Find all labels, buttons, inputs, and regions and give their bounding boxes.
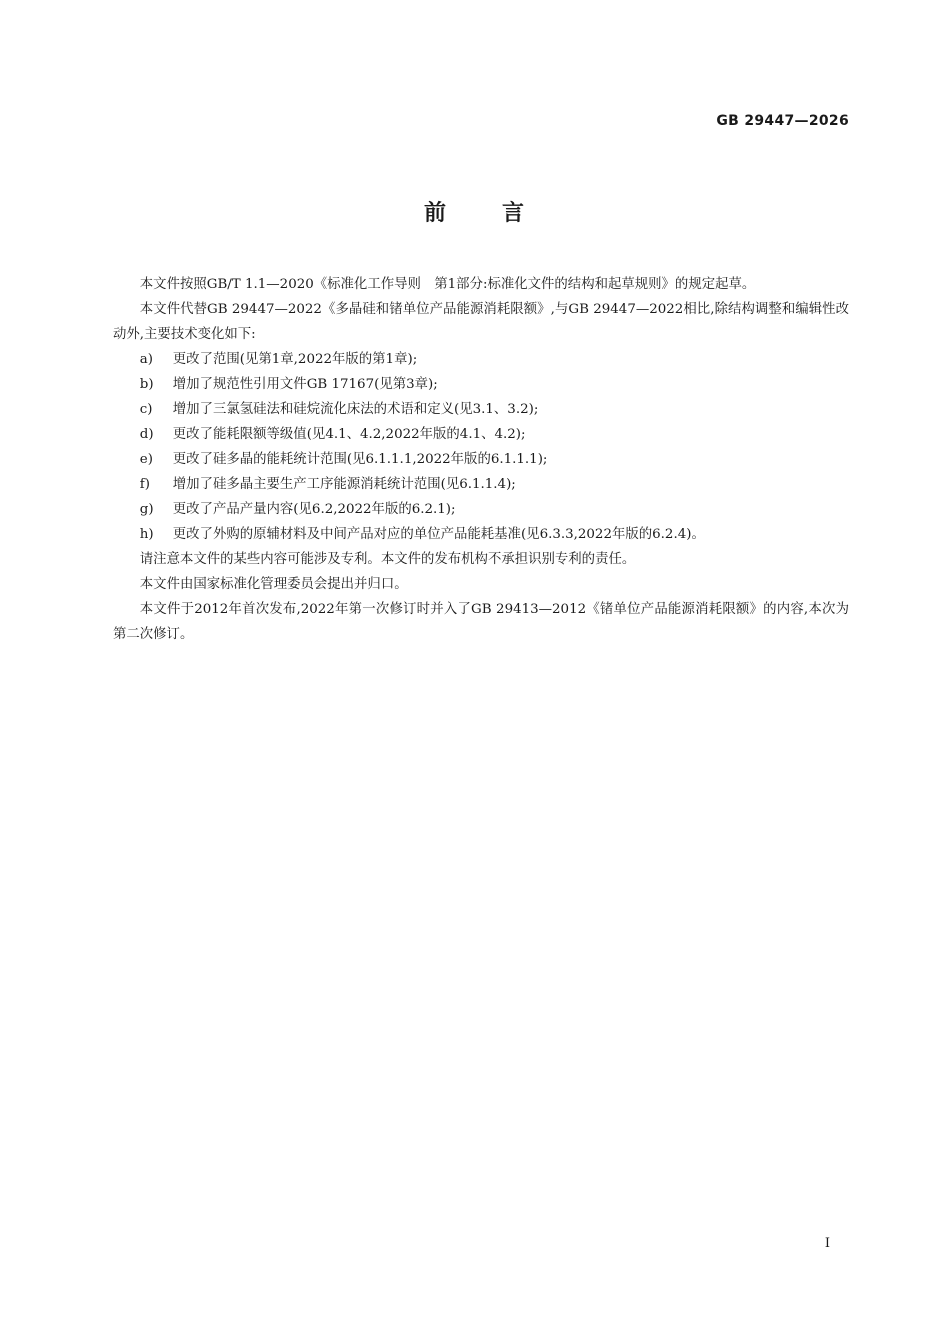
change-item-mark: h) [139, 527, 154, 542]
paragraph-drafting-basis: 本文件按照GB/T 1.1—2020《标准化工作导则 第1部分:标准化文件的结构和起草规则》的规定起草。 [139, 277, 756, 292]
change-item-mark: d) [139, 427, 154, 442]
change-item-text: 更改了能耗限额等级值(见4.1、4.2,2022年版的4.1、4.2); [172, 427, 526, 442]
change-item-text: 更改了范围(见第1章,2022年版的第1章); [172, 352, 418, 367]
change-item [113, 472, 849, 497]
change-item-text: 更改了硅多晶的能耗统计范围(见6.1.1.1,2022年版的6.1.1.1); [172, 452, 548, 467]
change-item [113, 422, 849, 447]
paragraph-patent-notice: 请注意本文件的某些内容可能涉及专利。本文件的发布机构不承担识别专利的责任。 [139, 552, 636, 567]
change-item-text: 增加了硅多晶主要生产工序能源消耗统计范围(见6.1.1.4); [172, 477, 516, 492]
change-item-mark: c) [139, 402, 153, 417]
change-item-text: 更改了产品产量内容(见6.2,2022年版的6.2.1); [172, 502, 456, 517]
paragraph-revision-history: 本文件于2012年首次发布,2022年第一次修订时并入了GB 29413—2012《锗单位产品能源消耗限额》的内容,本次为第二次修订。 [113, 602, 849, 642]
change-item-mark: e) [139, 452, 153, 467]
title-part-1: 前 [423, 201, 448, 226]
change-item-mark: g) [139, 502, 154, 517]
change-item [113, 522, 849, 547]
paragraph-proposer: 本文件由国家标准化管理委员会提出并归口。 [139, 577, 408, 592]
change-item-mark: b) [139, 377, 154, 392]
page-number: I [824, 1236, 830, 1251]
change-item [113, 397, 849, 422]
change-item-text: 更改了外购的原辅材料及中间产品对应的单位产品能耗基准(见6.3.3,2022年版的6.2.4)。 [172, 527, 705, 542]
change-item [113, 497, 849, 522]
change-item-text: 增加了规范性引用文件GB 17167(见第3章); [172, 377, 438, 392]
title-part-2: 言 [502, 201, 527, 226]
foreword-body [113, 272, 849, 647]
change-item-mark: f) [139, 477, 150, 492]
change-item [113, 372, 849, 397]
page-title [0, 196, 950, 227]
paragraph-replacement: 本文件代替GB 29447—2022《多晶硅和锗单位产品能源消耗限额》,与GB 29447—2022相比,除结构调整和编辑性改动外,主要技术变化如下: [113, 302, 849, 342]
change-item-mark: a) [139, 352, 154, 367]
document-code: GB 29447—2026 [716, 113, 849, 129]
change-item-text: 增加了三氯氢硅法和硅烷流化床法的术语和定义(见3.1、3.2); [172, 402, 539, 417]
change-item [113, 347, 849, 372]
change-item [113, 447, 849, 472]
change-list [113, 347, 849, 547]
